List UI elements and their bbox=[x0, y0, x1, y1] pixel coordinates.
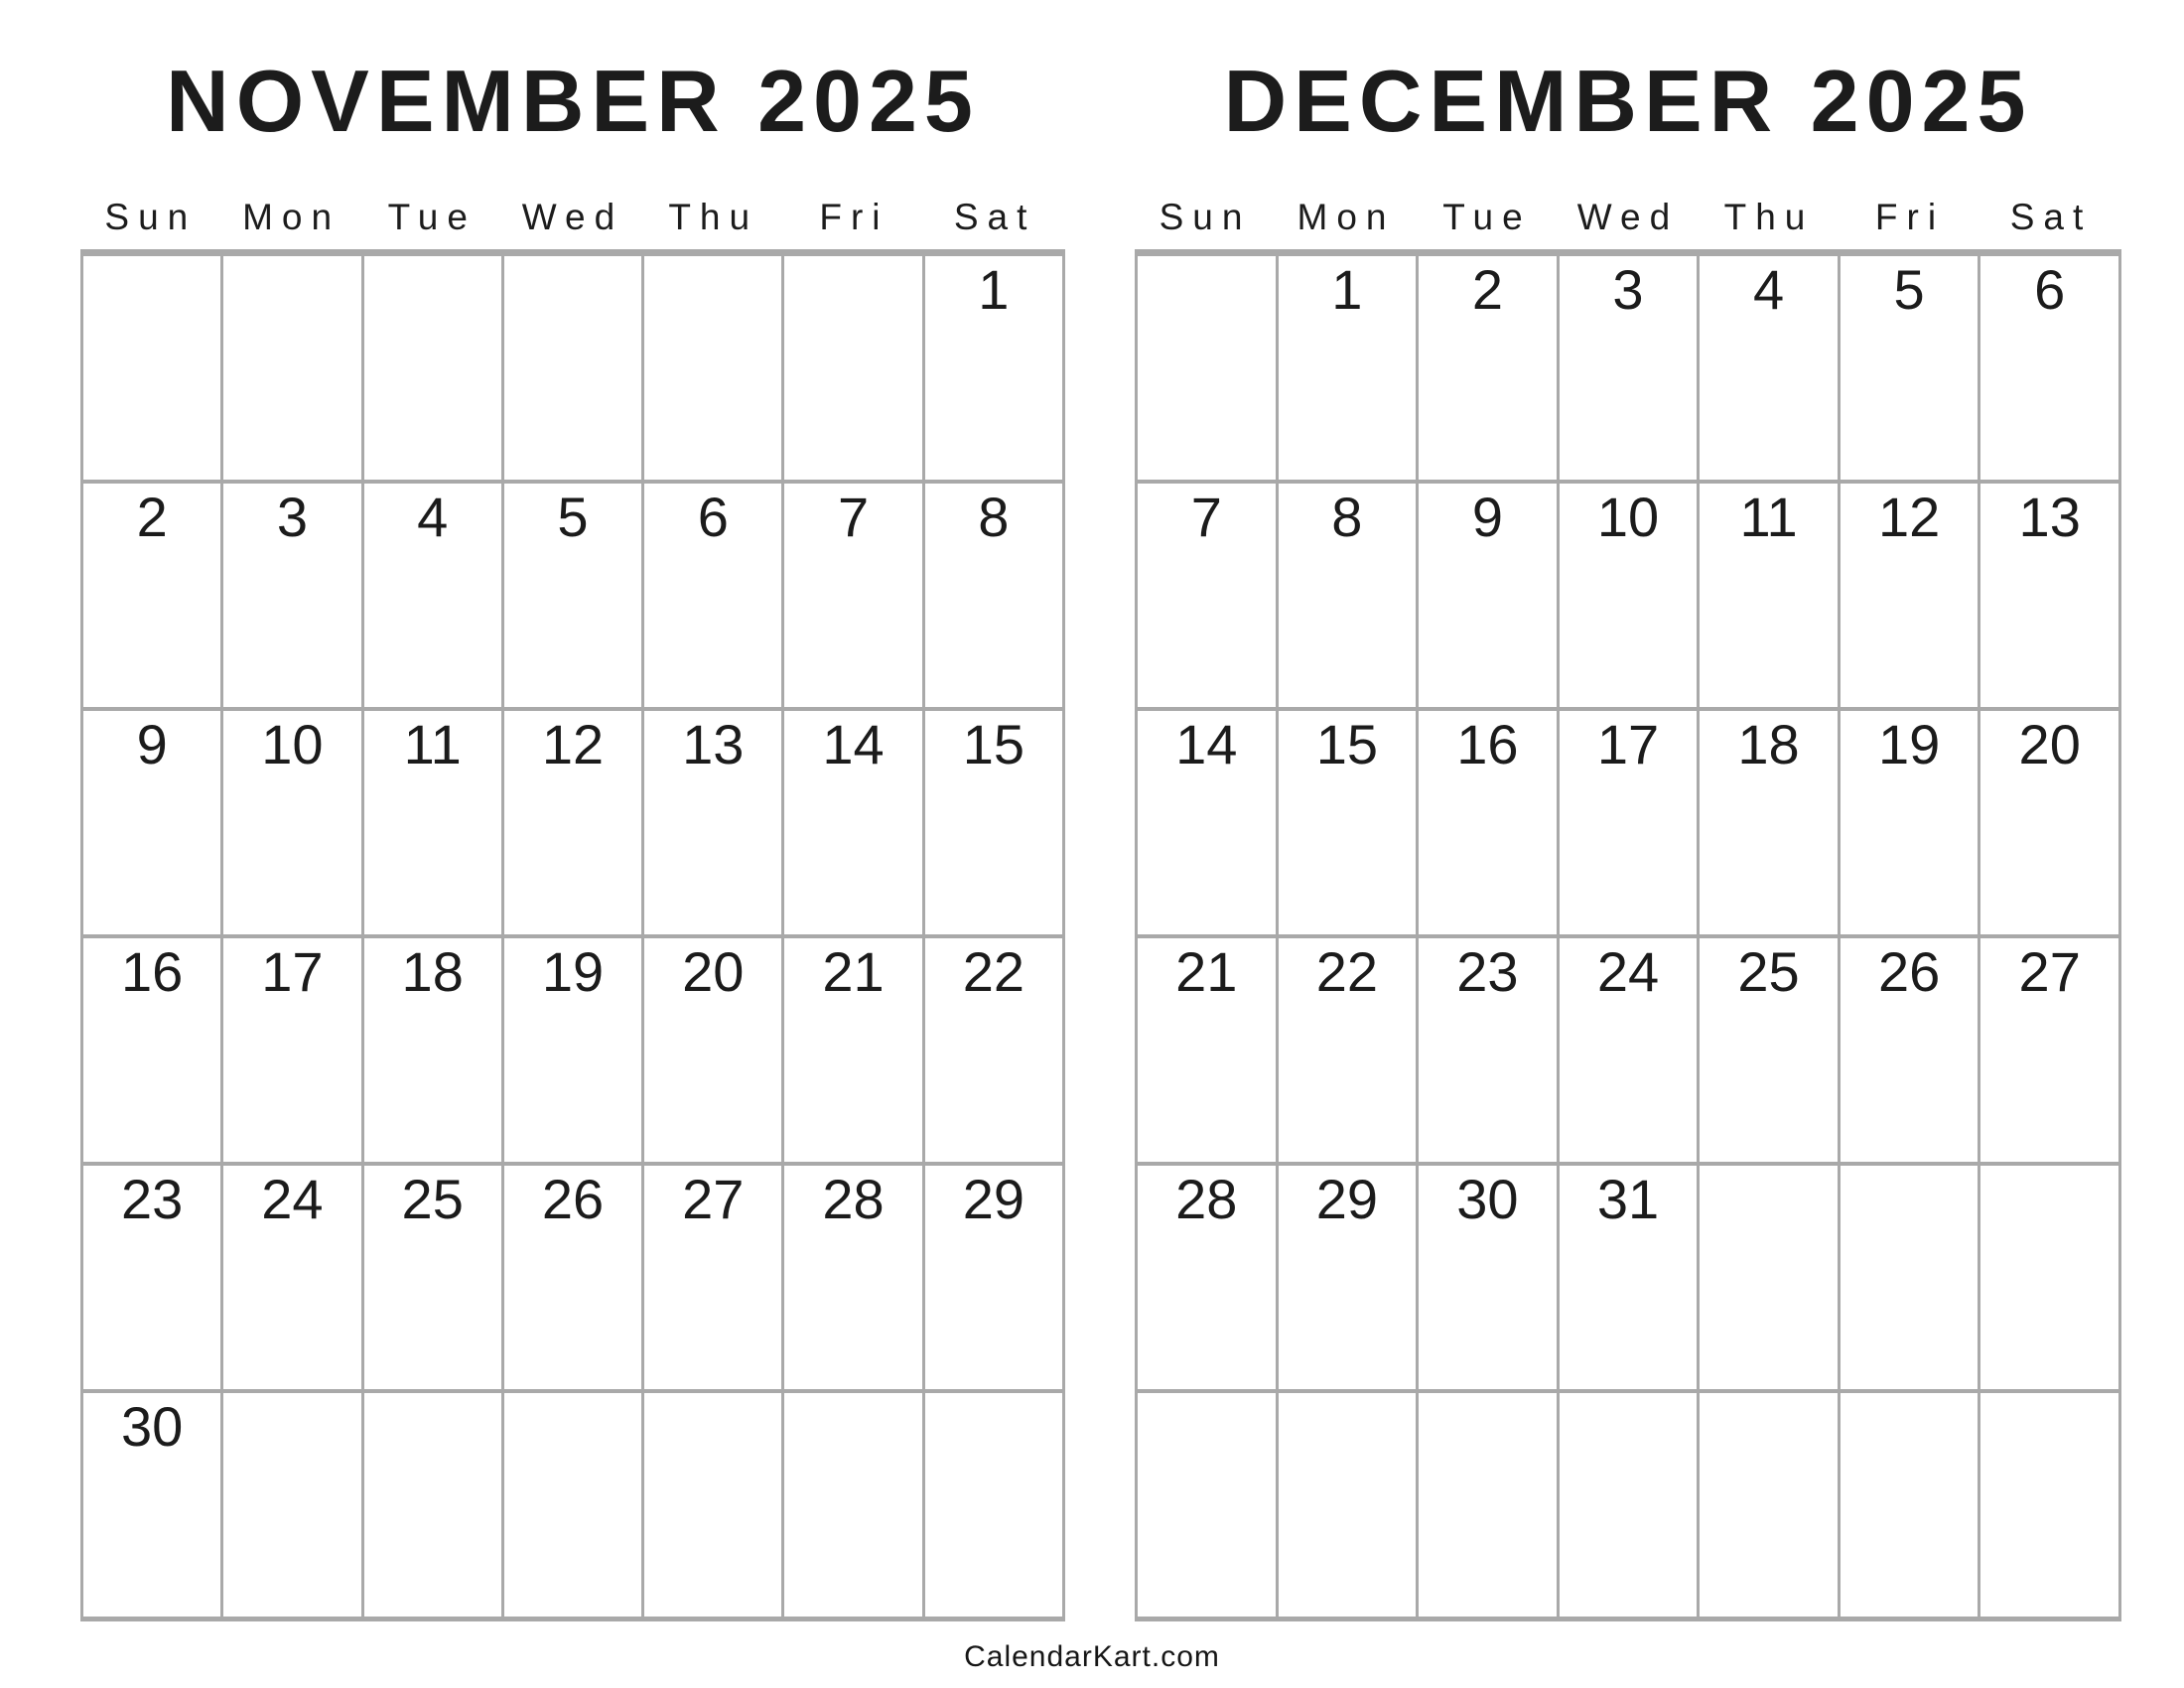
day-cell-21 bbox=[784, 938, 921, 1162]
day-number: 11 bbox=[403, 713, 462, 775]
day-cell-19 bbox=[504, 938, 641, 1162]
month-november-2025 bbox=[80, 0, 1065, 1688]
day-number: 1 bbox=[1331, 258, 1363, 321]
day-cell-7 bbox=[784, 484, 921, 707]
day-cell-11 bbox=[364, 711, 501, 934]
day-number: 7 bbox=[837, 486, 870, 548]
day-cell-empty bbox=[1841, 1166, 1979, 1389]
day-cell-28 bbox=[784, 1166, 921, 1389]
day-cell-2 bbox=[83, 484, 220, 707]
day-number: 24 bbox=[261, 1168, 324, 1230]
day-cell-1 bbox=[925, 256, 1062, 480]
day-number: 22 bbox=[962, 940, 1024, 1003]
day-number: 25 bbox=[401, 1168, 464, 1230]
weekday-header-row bbox=[1135, 197, 2121, 238]
day-cell-3 bbox=[1560, 256, 1698, 480]
day-number: 9 bbox=[1471, 486, 1503, 548]
day-cell-11 bbox=[1700, 484, 1838, 707]
weekday-label-mon: Mon bbox=[242, 197, 341, 237]
day-cell-empty bbox=[1560, 1393, 1698, 1617]
day-number: 12 bbox=[1877, 486, 1941, 548]
day-cell-9 bbox=[1419, 484, 1557, 707]
day-cell-3 bbox=[223, 484, 360, 707]
day-cell-empty bbox=[925, 1393, 1062, 1617]
day-cell-empty bbox=[223, 1393, 360, 1617]
day-cell-empty bbox=[1700, 1166, 1838, 1389]
weekday-label-fri: Fri bbox=[819, 197, 889, 237]
day-number: 17 bbox=[1596, 713, 1660, 775]
day-cell-31 bbox=[1560, 1166, 1698, 1389]
day-cell-10 bbox=[1560, 484, 1698, 707]
day-number: 5 bbox=[557, 486, 589, 548]
day-cell-empty bbox=[1138, 256, 1276, 480]
day-cell-empty bbox=[223, 256, 360, 480]
day-number: 2 bbox=[136, 486, 168, 548]
day-number: 23 bbox=[1456, 940, 1519, 1003]
day-cell-10 bbox=[223, 711, 360, 934]
day-number: 27 bbox=[2018, 940, 2081, 1003]
day-number: 17 bbox=[261, 940, 324, 1003]
day-cell-16 bbox=[1419, 711, 1557, 934]
day-number: 22 bbox=[1315, 940, 1378, 1003]
day-number: 1 bbox=[978, 258, 1010, 321]
day-number: 27 bbox=[682, 1168, 745, 1230]
day-cell-30 bbox=[1419, 1166, 1557, 1389]
day-cell-23 bbox=[83, 1166, 220, 1389]
day-number: 28 bbox=[1175, 1168, 1238, 1230]
day-cell-18 bbox=[1700, 711, 1838, 934]
day-number: 9 bbox=[136, 713, 168, 775]
weekday-label-thu: Thu bbox=[668, 197, 759, 237]
day-cell-26 bbox=[504, 1166, 641, 1389]
weekday-label-thu: Thu bbox=[1723, 197, 1815, 237]
day-number: 3 bbox=[276, 486, 308, 548]
day-number: 26 bbox=[1877, 940, 1941, 1003]
day-cell-27 bbox=[644, 1166, 781, 1389]
day-number: 10 bbox=[1596, 486, 1660, 548]
day-number: 18 bbox=[1737, 713, 1800, 775]
day-number: 14 bbox=[1175, 713, 1238, 775]
day-number: 20 bbox=[682, 940, 745, 1003]
day-number: 14 bbox=[822, 713, 885, 775]
day-cell-empty bbox=[1980, 1166, 2118, 1389]
day-cell-5 bbox=[1841, 256, 1979, 480]
day-number: 31 bbox=[1596, 1168, 1660, 1230]
weekday-label-sun: Sun bbox=[104, 197, 198, 237]
day-cell-18 bbox=[364, 938, 501, 1162]
day-number: 25 bbox=[1737, 940, 1800, 1003]
day-cell-12 bbox=[1841, 484, 1979, 707]
day-cell-empty bbox=[644, 256, 781, 480]
day-cell-empty bbox=[1419, 1393, 1557, 1617]
day-cell-empty bbox=[504, 1393, 641, 1617]
day-number: 15 bbox=[962, 713, 1024, 775]
day-number: 21 bbox=[1175, 940, 1238, 1003]
day-cell-12 bbox=[504, 711, 641, 934]
day-number: 12 bbox=[541, 713, 605, 775]
day-cell-2 bbox=[1419, 256, 1557, 480]
day-number: 26 bbox=[541, 1168, 605, 1230]
day-cell-25 bbox=[1700, 938, 1838, 1162]
day-number: 23 bbox=[120, 1168, 184, 1230]
weekday-label-wed: Wed bbox=[1576, 197, 1680, 237]
weekday-label-sun: Sun bbox=[1159, 197, 1252, 237]
day-number: 4 bbox=[417, 486, 449, 548]
day-number: 8 bbox=[978, 486, 1010, 548]
day-cell-24 bbox=[223, 1166, 360, 1389]
day-cell-27 bbox=[1980, 938, 2118, 1162]
day-number: 3 bbox=[1612, 258, 1644, 321]
day-cell-24 bbox=[1560, 938, 1698, 1162]
day-number: 6 bbox=[2034, 258, 2066, 321]
day-number: 29 bbox=[1315, 1168, 1378, 1230]
day-cell-empty bbox=[644, 1393, 781, 1617]
day-cell-4 bbox=[1700, 256, 1838, 480]
day-number: 20 bbox=[2018, 713, 2081, 775]
day-cell-empty bbox=[1700, 1393, 1838, 1617]
day-number: 2 bbox=[1471, 258, 1503, 321]
day-number: 6 bbox=[697, 486, 729, 548]
day-cell-5 bbox=[504, 484, 641, 707]
day-cell-1 bbox=[1279, 256, 1417, 480]
day-cell-23 bbox=[1419, 938, 1557, 1162]
day-number: 29 bbox=[962, 1168, 1024, 1230]
weekday-header-row bbox=[80, 197, 1065, 238]
day-cell-8 bbox=[1279, 484, 1417, 707]
day-number: 30 bbox=[1456, 1168, 1519, 1230]
day-number: 8 bbox=[1331, 486, 1363, 548]
day-cell-29 bbox=[1279, 1166, 1417, 1389]
weekday-label-tue: Tue bbox=[1442, 197, 1532, 237]
day-cell-20 bbox=[1980, 711, 2118, 934]
day-cell-20 bbox=[644, 938, 781, 1162]
day-cell-13 bbox=[644, 711, 781, 934]
day-cell-28 bbox=[1138, 1166, 1276, 1389]
footer-watermark: CalendarKart.com bbox=[964, 1640, 1220, 1673]
weekday-label-mon: Mon bbox=[1297, 197, 1396, 237]
day-cell-17 bbox=[1560, 711, 1698, 934]
day-cell-15 bbox=[1279, 711, 1417, 934]
day-number: 7 bbox=[1190, 486, 1222, 548]
weekday-label-sat: Sat bbox=[2009, 197, 2093, 237]
month-december-2025 bbox=[1135, 0, 2121, 1688]
month-title-november: NOVEMBER 2025 bbox=[166, 52, 980, 150]
day-number: 13 bbox=[2018, 486, 2081, 548]
day-number: 16 bbox=[120, 940, 184, 1003]
day-cell-15 bbox=[925, 711, 1062, 934]
day-number: 4 bbox=[1752, 258, 1785, 321]
day-number: 28 bbox=[822, 1168, 885, 1230]
day-number: 24 bbox=[1596, 940, 1660, 1003]
day-cell-22 bbox=[1279, 938, 1417, 1162]
day-cell-29 bbox=[925, 1166, 1062, 1389]
day-cell-empty bbox=[1980, 1393, 2118, 1617]
day-number: 10 bbox=[261, 713, 324, 775]
weekday-label-fri: Fri bbox=[1874, 197, 1946, 237]
day-cell-26 bbox=[1841, 938, 1979, 1162]
day-number: 16 bbox=[1456, 713, 1519, 775]
day-cell-25 bbox=[364, 1166, 501, 1389]
day-number: 5 bbox=[1893, 258, 1925, 321]
day-cell-16 bbox=[83, 938, 220, 1162]
day-number: 19 bbox=[1877, 713, 1941, 775]
day-cell-7 bbox=[1138, 484, 1276, 707]
day-cell-empty bbox=[784, 1393, 921, 1617]
calendar-grid-december bbox=[1135, 249, 2121, 1621]
weekday-label-sat: Sat bbox=[953, 197, 1036, 237]
day-cell-empty bbox=[1841, 1393, 1979, 1617]
day-cell-4 bbox=[364, 484, 501, 707]
day-number: 30 bbox=[120, 1395, 184, 1458]
day-number: 15 bbox=[1315, 713, 1378, 775]
day-cell-empty bbox=[504, 256, 641, 480]
day-cell-21 bbox=[1138, 938, 1276, 1162]
day-cell-8 bbox=[925, 484, 1062, 707]
day-cell-6 bbox=[644, 484, 781, 707]
day-cell-empty bbox=[364, 256, 501, 480]
day-number: 18 bbox=[401, 940, 464, 1003]
day-cell-empty bbox=[1279, 1393, 1417, 1617]
calendar-grid-november bbox=[80, 249, 1065, 1621]
day-cell-13 bbox=[1980, 484, 2118, 707]
day-cell-9 bbox=[83, 711, 220, 934]
day-cell-6 bbox=[1980, 256, 2118, 480]
day-cell-30 bbox=[83, 1393, 220, 1617]
month-title-december: DECEMBER 2025 bbox=[1223, 52, 2033, 150]
day-number: 19 bbox=[541, 940, 605, 1003]
weekday-label-wed: Wed bbox=[521, 197, 624, 237]
day-cell-19 bbox=[1841, 711, 1979, 934]
day-cell-empty bbox=[83, 256, 220, 480]
day-cell-empty bbox=[784, 256, 921, 480]
day-cell-empty bbox=[1138, 1393, 1276, 1617]
day-number: 21 bbox=[822, 940, 885, 1003]
day-cell-14 bbox=[784, 711, 921, 934]
day-number: 11 bbox=[1739, 486, 1798, 548]
day-cell-17 bbox=[223, 938, 360, 1162]
day-cell-14 bbox=[1138, 711, 1276, 934]
day-cell-empty bbox=[364, 1393, 501, 1617]
weekday-label-tue: Tue bbox=[387, 197, 477, 237]
day-cell-22 bbox=[925, 938, 1062, 1162]
day-number: 13 bbox=[682, 713, 745, 775]
